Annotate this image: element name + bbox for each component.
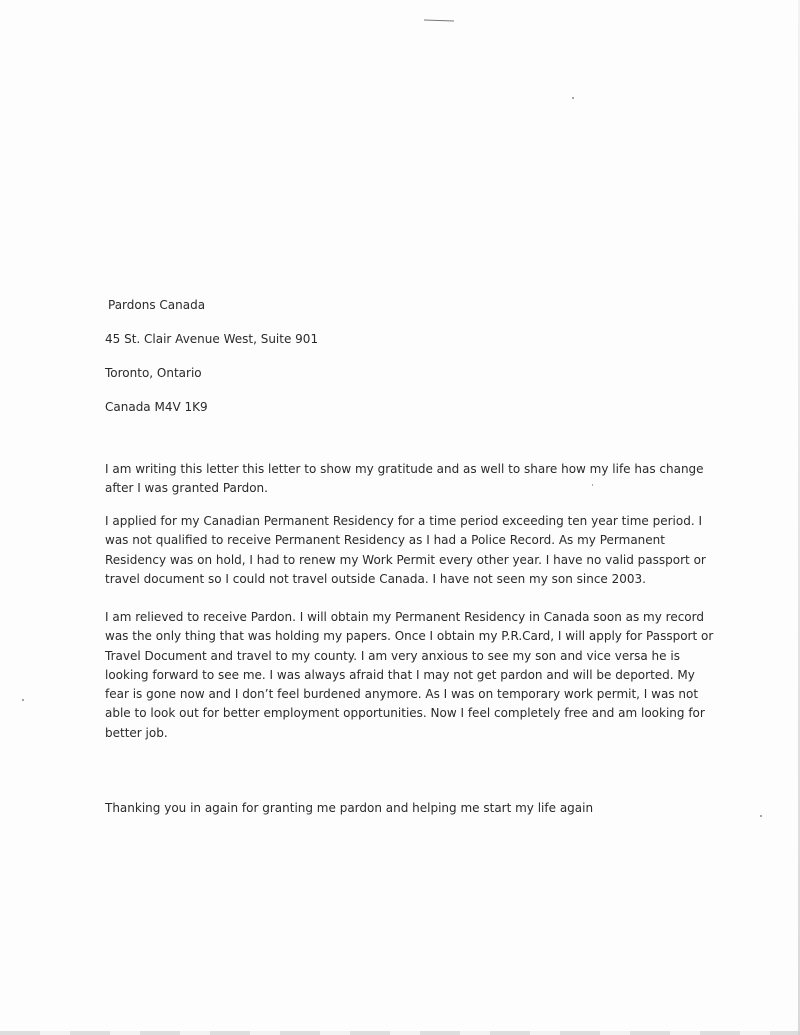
closing-line: Thanking you in again for granting me pardon and helping me start my life again <box>105 801 594 815</box>
text-line: better job. <box>105 725 168 740</box>
recipient-name: Pardons Canada <box>108 298 206 312</box>
text-line: I applied for my Canadian Permanent Residency for a time period exceeding ten year time period. I <box>105 514 702 528</box>
text-line: Residency was on hold, I had to renew my Work Permit every other year. I have no valid passport or <box>105 552 706 567</box>
paragraph-gratitude <box>105 460 705 499</box>
text-line: travel document so I could not travel outside Canada. I have not seen my son since 2003. <box>105 571 646 586</box>
text-line: I am relieved to receive Pardon. I will obtain my Permanent Residency in Canada soon as my record <box>105 610 704 624</box>
scan-speck <box>22 699 24 701</box>
scan-speck <box>760 815 762 817</box>
recipient-country-postal: Canada M4V 1K9 <box>105 400 208 414</box>
recipient-street: 45 St. Clair Avenue West, Suite 901 <box>105 332 319 346</box>
text-line: looking forward to see me. I was always afraid that I may not get pardon and will be deported. My <box>105 667 695 682</box>
text-line: after I was granted Pardon. <box>105 481 268 496</box>
page-bottom-edge <box>0 1031 800 1035</box>
scan-mark <box>424 19 454 21</box>
text-line: able to look out for better employment opportunities. Now I feel completely free and am looking for <box>105 706 705 721</box>
text-line: I am writing this letter this letter to show my gratitude and as well to share how my life has change <box>105 462 704 476</box>
paragraph-relief <box>105 608 714 743</box>
paragraph-background <box>105 512 705 589</box>
text-line: was not qualified to receive Permanent Residency as I had a Police Record. As my Permanent <box>105 533 665 548</box>
text-line: was the only thing that was holding my papers. Once I obtain my P.R.Card, I will apply for Passport or <box>105 629 714 644</box>
text-line: fear is gone now and I don’t feel burdened anymore. As I was on temporary work permit, I was not <box>105 687 699 702</box>
recipient-city: Toronto, Ontario <box>105 366 202 380</box>
scan-speck <box>572 97 574 99</box>
text-line: Travel Document and travel to my county. I am very anxious to see my son and vice versa he is <box>105 648 680 663</box>
